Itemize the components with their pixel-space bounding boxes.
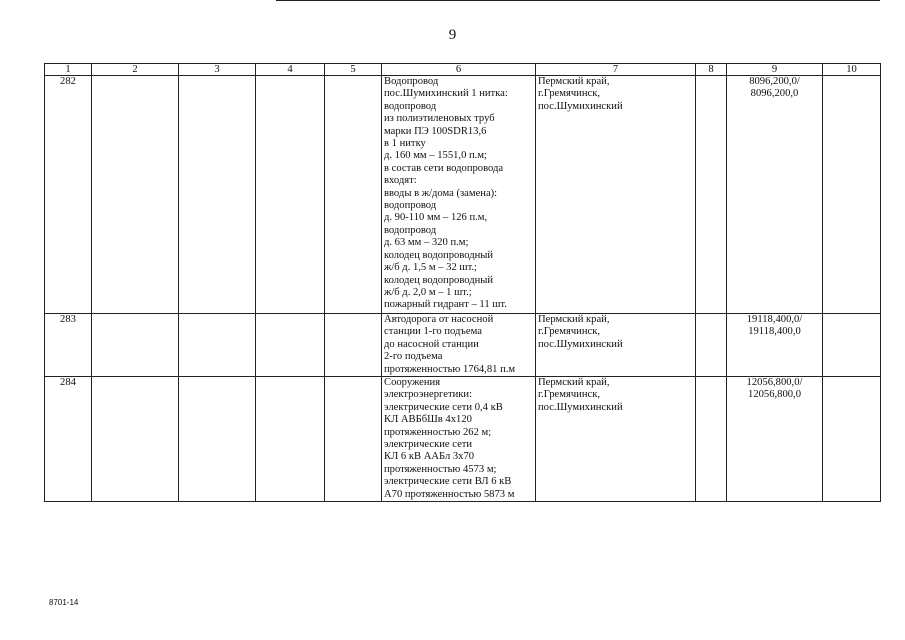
table-cell — [325, 76, 382, 314]
row-number: 284 — [45, 377, 92, 502]
table-cell — [256, 314, 325, 377]
registry-table — [44, 63, 881, 502]
table-cell — [325, 314, 382, 377]
table-cell — [179, 314, 256, 377]
table-cell — [92, 314, 179, 377]
table-cell — [823, 377, 881, 502]
table-row — [45, 377, 881, 502]
table-cell — [92, 377, 179, 502]
table-cell — [696, 377, 727, 502]
column-header: 5 — [325, 64, 382, 76]
table-cell — [823, 76, 881, 314]
column-header: 10 — [823, 64, 881, 76]
table-cell — [696, 76, 727, 314]
table-cell — [179, 76, 256, 314]
object-description: Сооружения электроэнергетики: электрические сети 0,4 кВ КЛ АВБбШв 4х120 протяженностью 262 м; электрические сети КЛ 6 кВ ААБл 3х70 протяженностью 4573 м; электрические сети ВЛ 6 кВ А70 протяженностью 5873 м — [382, 377, 536, 502]
object-location: Пермский край, г.Гремячинск, пос.Шумихинский — [536, 377, 696, 502]
table-cell — [256, 377, 325, 502]
column-header: 8 — [696, 64, 727, 76]
table-cell — [92, 76, 179, 314]
object-value: 8096,200,0/ 8096,200,0 — [727, 76, 823, 314]
document-code: 8701-14 — [49, 598, 79, 607]
table-row — [45, 76, 881, 314]
column-header: 2 — [92, 64, 179, 76]
column-header: 6 — [382, 64, 536, 76]
table-cell — [179, 377, 256, 502]
column-header: 3 — [179, 64, 256, 76]
top-rule — [276, 0, 880, 1]
column-header: 1 — [45, 64, 92, 76]
object-location: Пермский край, г.Гремячинск, пос.Шумихинский — [536, 314, 696, 377]
page-number: 9 — [448, 27, 457, 43]
table-cell — [696, 314, 727, 377]
object-description: Водопровод пос.Шумихинский 1 нитка: водопровод из полиэтиленовых труб марки ПЭ 100SDR13,6 в 1 нитку д. 160 мм – 1551,0 п.м; в состав сети водопровода входят: вводы в ж/дома (замена): водопровод д. 90-110 мм – 126 п.м, водопровод д. 63 мм – 320 п.м; колодец водопроводный ж/б д. 1,5 м – 32 шт.; колодец водопроводный ж/б д. 2,0 м – 1 шт.; пожарный гидрант – 11 шт. — [382, 76, 536, 314]
row-number: 282 — [45, 76, 92, 314]
column-header: 9 — [727, 64, 823, 76]
object-description: Автодорога от насосной станции 1-го подъема до насосной станции 2-го подъема протяженностью 1764,81 п.м — [382, 314, 536, 377]
table-cell — [823, 314, 881, 377]
table-row — [45, 314, 881, 377]
column-header: 4 — [256, 64, 325, 76]
row-number: 283 — [45, 314, 92, 377]
object-value: 12056,800,0/ 12056,800,0 — [727, 377, 823, 502]
object-value: 19118,400,0/ 19118,400,0 — [727, 314, 823, 377]
object-location: Пермский край, г.Гремячинск, пос.Шумихинский — [536, 76, 696, 314]
table-cell — [325, 377, 382, 502]
column-header: 7 — [536, 64, 696, 76]
table-header-row — [45, 64, 881, 76]
table-cell — [256, 76, 325, 314]
